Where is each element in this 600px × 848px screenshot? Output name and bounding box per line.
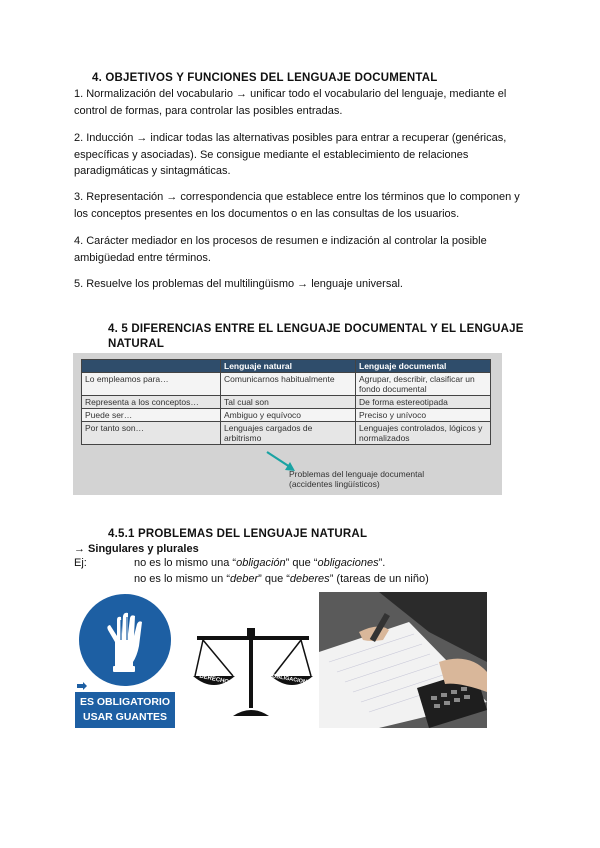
table-note-line1: Problemas del lenguaje documental	[289, 469, 425, 479]
table-header-documental: Lenguaje documental	[356, 360, 491, 373]
text: ” que “	[258, 573, 290, 585]
text: ” que “	[285, 557, 318, 569]
table-note	[289, 469, 424, 489]
section-4-title: 4. OBJETIVOS Y FUNCIONES DEL LENGUAJE DOCUMENTAL	[92, 72, 438, 84]
table-header-natural: Lenguaje natural	[221, 360, 356, 373]
table-cell: Puede ser…	[82, 409, 221, 422]
example-line-1	[134, 557, 385, 569]
example-line-2	[134, 573, 429, 585]
gloves-sign-line2: USAR GUANTES	[82, 711, 167, 723]
example-label: Ej:	[74, 557, 87, 569]
table-row	[82, 396, 491, 409]
table-cell: Lo empleamos para…	[82, 373, 221, 396]
gloves-sign-text	[75, 695, 175, 725]
text-italic: obligación	[236, 557, 286, 569]
scale-image	[193, 624, 313, 720]
table-cell: Por tanto son…	[82, 422, 221, 445]
section-45-title-line2: NATURAL	[108, 338, 165, 350]
section-45-title	[108, 322, 528, 352]
table-row	[82, 373, 491, 396]
table-row	[82, 422, 491, 445]
text-italic: deberes	[289, 573, 330, 585]
scale-left-label: DERECHOS	[198, 673, 234, 687]
text: no es lo mismo un “	[134, 573, 230, 585]
table-header-empty	[82, 360, 221, 373]
table-cell: Ambiguo y equívoco	[221, 409, 356, 422]
gloves-sign-line1: ES OBLIGATORIO	[79, 696, 171, 708]
text-italic: obligaciones	[317, 557, 379, 569]
table-header-row	[82, 360, 491, 373]
table-cell: Lenguajes controlados, lógicos y normalizados	[356, 422, 491, 445]
table-cell: De forma estereotipada	[356, 396, 491, 409]
table-cell: Lenguajes cargados de arbitrismo	[221, 422, 356, 445]
scale-right-label: OBLIGACIONES	[271, 673, 315, 687]
table-cell: Agrupar, describir, clasificar un fondo documental	[356, 373, 491, 396]
calculator-photo-illustration	[319, 592, 487, 728]
objective-2: 2. Inducción → indicar todas las alternativas posibles para entrar a recuperar (genéricas, específicas y asociadas). Se consigue mediante el establecimiento de relaciones paradigmáticas y sintagmáticas.	[74, 132, 507, 177]
comparison-figure	[73, 353, 502, 495]
objective-5: 5. Resuelve los problemas del multilingüismo → lenguaje universal.	[74, 278, 403, 290]
table-row	[82, 409, 491, 422]
arrow-small-icon	[77, 682, 87, 690]
section-45-title-line1: 4. 5 DIFERENCIAS ENTRE EL LENGUAJE DOCUMENTAL Y EL LENGUAJE	[108, 323, 524, 335]
balance-scale-icon	[193, 624, 313, 720]
objective-1: 1. Normalización del vocabulario → unificar todo el vocabulario del lenguaje, mediante el control de formas, para controlar las posibles entradas.	[74, 88, 507, 117]
objective-4: 4. Carácter mediador en los procesos de resumen e indización al controlar la posible ambigüedad entre términos.	[74, 235, 487, 264]
calculator-photo	[319, 592, 487, 728]
gloves-icon	[75, 590, 175, 690]
text: ” (tareas de un niño)	[329, 573, 429, 585]
gloves-sign-image	[75, 590, 175, 728]
table-cell: Representa a los conceptos…	[82, 396, 221, 409]
section-451-title: 4.5.1 PROBLEMAS DEL LENGUAJE NATURAL	[108, 528, 368, 540]
table-cell: Tal cual son	[221, 396, 356, 409]
comparison-table	[81, 359, 491, 445]
text: no es lo mismo una “	[134, 557, 237, 569]
objective-3: 3. Representación → correspondencia que establece entre los términos que lo componen y los conceptos presentes en los documentos o en las consultas de los usuarios.	[74, 191, 520, 220]
table-cell: Comunicarnos habitualmente	[221, 373, 356, 396]
text-italic: deber	[229, 573, 259, 585]
text: ”.	[378, 557, 386, 569]
table-cell: Preciso y unívoco	[356, 409, 491, 422]
section-451-subtitle: → Singulares y plurales	[74, 543, 199, 555]
table-note-line2: (accidentes lingüísticos)	[289, 479, 380, 489]
